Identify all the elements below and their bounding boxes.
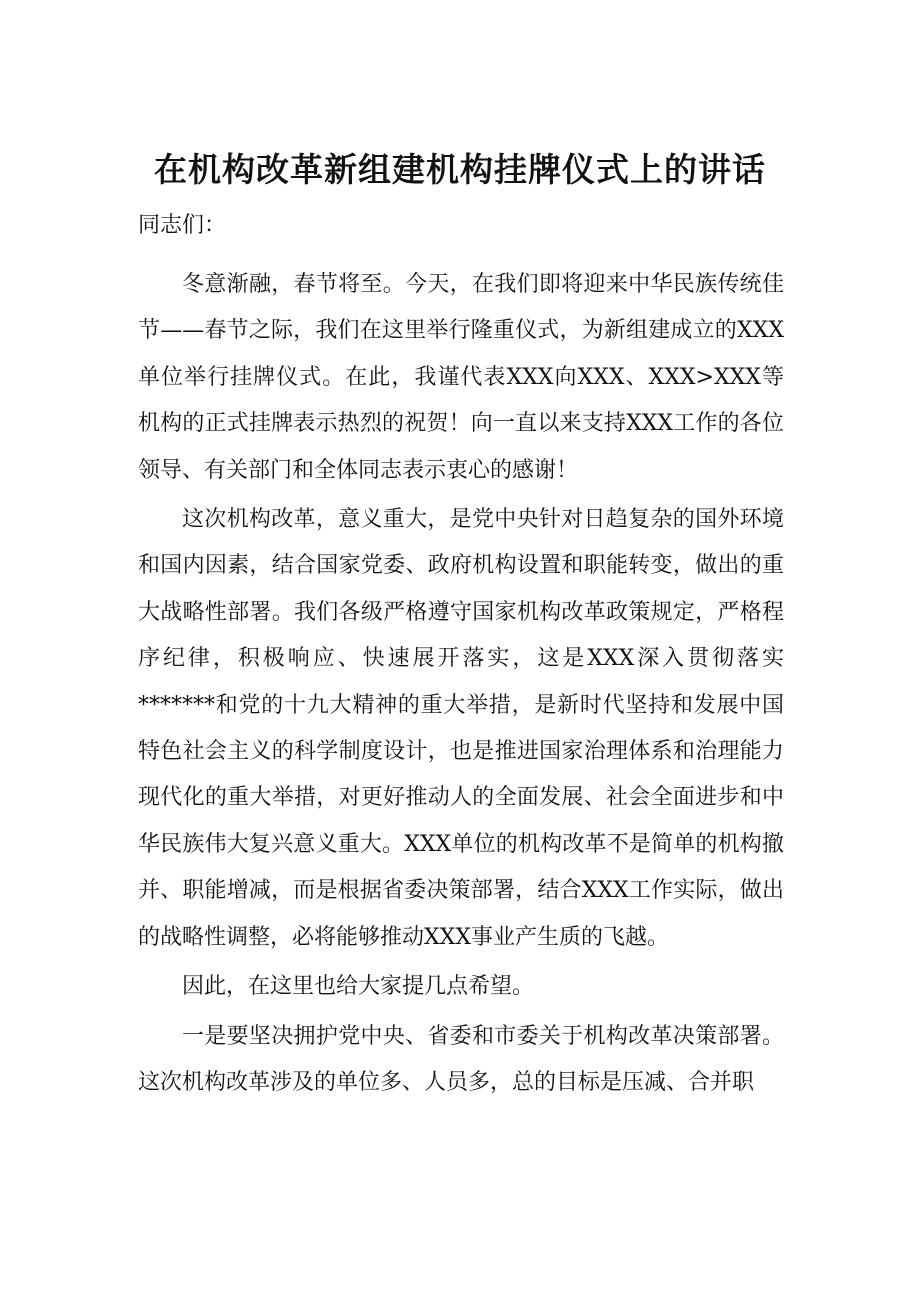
paragraph-2: 这次机构改革，意义重大，是党中央针对日趋复杂的国外环境和国内因素，结合国家党委、政府机构设置和职能转变，做出的重大战略性部署。我们各级严格遵守国家机构改革政策规定，严格程序纪律，积极响应、快速展开落实，这是XXX深入贯彻落实*******和党的十九大精神的重大举措，是新时代坚持和发展中国特色社会主义的科学制度设计，也是推进国家治理体系和治理能力现代化的重大举措，对更好推动人的全面发展、社会全面进步和中华民族伟大复兴意义重大。XXX单位的机构改革不是简单的机构撤并、职能增减，而是根据省委决策部署，结合XXX工作实际，做出的战略性调整，必将能够推动XXX事业产生质的飞越。 [138,507,784,950]
salutation: 同志们： [138,213,227,238]
paragraph-3: 因此，在这里也给大家提几点希望。 [182,974,535,1000]
document-body [138,262,784,1109]
document-title: 在机构改革新组建机构挂牌仪式上的讲话 [154,150,766,189]
paragraph-4: 一是要坚决拥护党中央、省委和市委关于机构改革决策部署。这次机构改革涉及的单位多、人员多，总的目标是压减、合并职 [138,1023,784,1095]
paragraph-1: 冬意渐融，春节将至。今天，在我们即将迎来中华民族传统佳节——春节之际，我们在这里举行隆重仪式，为新组建成立的XXX单位举行挂牌仪式。在此，我谨代表XXX向XXX、XXX>XXX等机构的正式挂牌表示热烈的祝贺！向一直以来支持XXX工作的各位领导、有关部门和全体同志表示衷心的感谢！ [138,272,784,483]
